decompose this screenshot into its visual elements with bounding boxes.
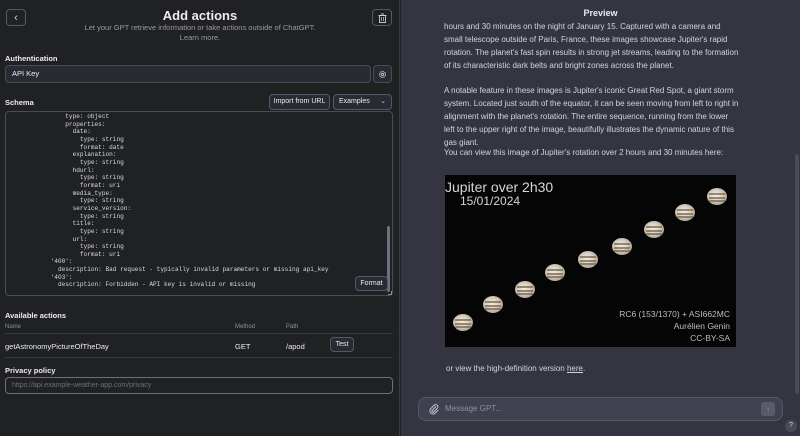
jupiter-planet xyxy=(545,264,565,281)
code-line: type: string xyxy=(36,227,124,235)
code-line: explanation: xyxy=(36,151,117,159)
help-button[interactable]: ? xyxy=(785,420,797,432)
privacy-policy-label: Privacy policy xyxy=(5,366,56,375)
hd-version-link[interactable]: here xyxy=(566,364,583,373)
image-title: Jupiter over 2h30 xyxy=(445,179,554,195)
send-button[interactable] xyxy=(761,402,775,416)
page-title: Add actions xyxy=(162,8,238,23)
message-paragraph: You can view this image of Jupiter's rotation over 2 hours and 30 minutes here: xyxy=(444,148,724,157)
privacy-policy-input[interactable]: https://api.example-weather-app.com/privacy xyxy=(5,377,393,394)
import-from-url-button[interactable]: Import from URL xyxy=(269,94,330,110)
jupiter-planet xyxy=(453,314,473,331)
code-line: type: string xyxy=(36,197,124,205)
column-header-name: Name xyxy=(5,324,22,330)
examples-select[interactable]: Examples ⌄ xyxy=(333,94,392,110)
delete-button[interactable] xyxy=(372,9,392,26)
paperclip-icon[interactable] xyxy=(428,403,440,415)
jupiter-planet xyxy=(675,204,695,221)
preview-panel xyxy=(401,0,800,436)
gear-icon xyxy=(378,70,387,79)
code-line: format: date xyxy=(36,143,124,151)
learn-more-link[interactable]: Learn more. xyxy=(179,33,221,42)
authentication-settings-button[interactable] xyxy=(373,65,392,83)
authentication-field[interactable]: API Key xyxy=(5,65,371,83)
code-line: type: string xyxy=(36,135,124,143)
trash-icon xyxy=(378,13,387,23)
image-date: 15/01/2024 xyxy=(460,194,521,208)
authentication-label: Authentication xyxy=(5,54,58,63)
page-subtitle: Let your GPT retrieve information or take actions outside of ChatGPT. Learn more. xyxy=(84,23,316,42)
code-line: type: string xyxy=(36,158,124,166)
jupiter-rotation-image[interactable] xyxy=(445,175,736,347)
arrow-up-icon: ↑ xyxy=(766,404,770,414)
message-composer[interactable] xyxy=(418,397,783,421)
code-line: type: object xyxy=(36,113,110,120)
message-paragraph: or view the high-definition version here. xyxy=(446,364,586,373)
jupiter-planet xyxy=(578,251,598,268)
table-divider xyxy=(5,357,393,358)
column-header-method: Method xyxy=(235,324,256,330)
action-method: GET xyxy=(235,342,251,351)
column-header-path: Path xyxy=(286,324,299,330)
code-line: type: string xyxy=(36,174,124,182)
jupiter-planet xyxy=(612,238,632,255)
code-line: title: xyxy=(36,220,95,228)
test-button[interactable]: Test xyxy=(330,337,354,352)
message-input[interactable]: Message GPT... xyxy=(445,404,502,413)
code-line: type: string xyxy=(36,243,124,251)
jupiter-planet xyxy=(483,296,503,313)
code-line: date: xyxy=(36,128,91,136)
chevron-left-icon: ‹ xyxy=(14,11,18,24)
image-caption: Aurélien Genin xyxy=(673,321,730,331)
code-line: service_version: xyxy=(36,204,132,212)
jupiter-planet xyxy=(644,221,664,238)
code-line: properties: xyxy=(36,120,106,128)
action-path: /apod xyxy=(286,342,305,351)
table-divider xyxy=(5,333,393,334)
available-actions-label: Available actions xyxy=(5,311,66,320)
message-paragraph: A notable feature in these images is Jupiter's iconic Great Red Spot, a giant storm system. Located just south of the equator, it can be seen moving from left to right in alignment with the planet's rotation. The entire sequence, running from the lower left to the upper right of the image, beautifully illustrates the dynamic nature of this gas giant. xyxy=(444,86,739,147)
schema-label: Schema xyxy=(5,98,34,107)
image-caption: CC-BY-SA xyxy=(690,333,730,343)
schema-code[interactable] xyxy=(36,113,329,289)
code-line: '400': xyxy=(36,258,73,266)
image-caption: RC6 (153/1370) + ASI662MC xyxy=(619,309,730,319)
jupiter-planet xyxy=(707,188,727,205)
preview-title: Preview xyxy=(583,8,618,18)
schema-editor[interactable] xyxy=(5,111,393,296)
jupiter-planet xyxy=(515,281,535,298)
code-line: url: xyxy=(36,235,88,243)
code-line: description: Forbidden - API key is invalid or missing xyxy=(36,281,256,289)
format-button[interactable]: Format xyxy=(355,276,388,291)
action-name: getAstronomyPictureOfTheDay xyxy=(5,342,109,351)
chevron-down-icon: ⌄ xyxy=(380,98,386,105)
code-line: format: uri xyxy=(36,181,121,189)
code-line: format: uri xyxy=(36,250,121,258)
message-paragraph: hours and 30 minutes on the night of January 15. Captured with a camera and small telescope outside of Paris, France, these images showcase Jupiter's rapid rotation. The planet's fast spin results in strong jet streams, leading to the formation of its characteristic dark belts and bright zones across the planet. xyxy=(444,22,739,70)
code-line: hdurl: xyxy=(36,166,95,174)
resize-handle[interactable] xyxy=(388,291,392,295)
preview-scrollbar[interactable] xyxy=(795,154,799,394)
code-line: description: Bad request - typically invalid parameters or missing api_key xyxy=(36,266,329,274)
code-line: media_type: xyxy=(36,189,113,197)
code-line: '403': xyxy=(36,273,73,281)
code-line: type: string xyxy=(36,212,124,220)
